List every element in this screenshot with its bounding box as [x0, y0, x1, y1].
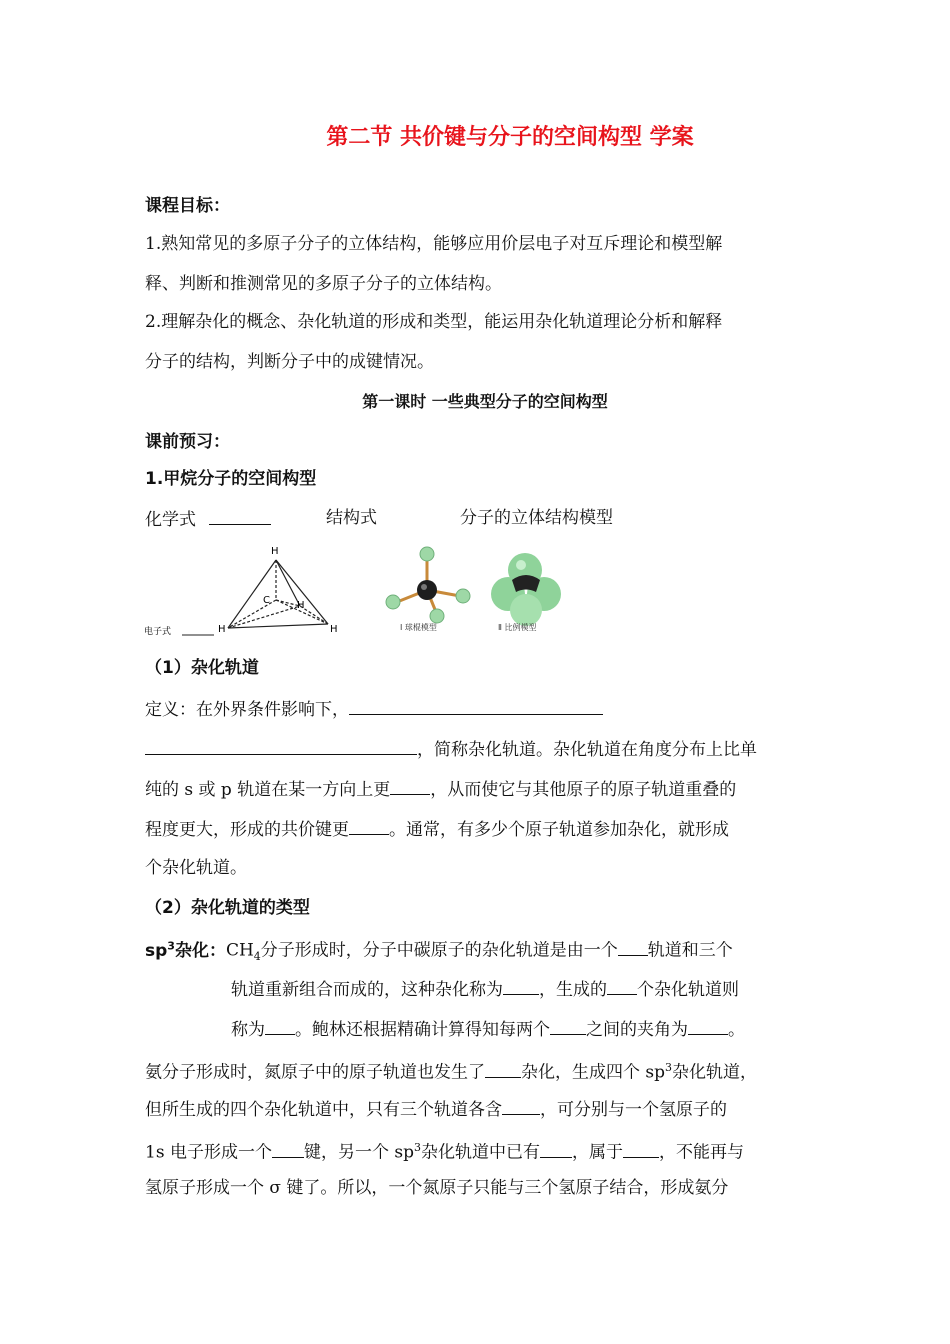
atom-label: C	[263, 595, 270, 606]
answer-blank[interactable]	[502, 1096, 540, 1115]
space-filling-model	[491, 553, 561, 626]
answer-blank[interactable]	[485, 1059, 521, 1078]
sp3-line: 轨道重新组合而成的，这种杂化称为 ，生成的 个杂化轨道则	[231, 976, 739, 1002]
definition-line: 纯的 s 或 p 轨道在某一方向上更 ，从而使它与其他原子的原子轨道重叠的	[145, 776, 736, 802]
answer-blank[interactable]	[265, 1016, 295, 1035]
preview-heading: 课前预习：	[145, 432, 230, 452]
answer-blank[interactable]	[550, 1016, 586, 1035]
answer-blank[interactable]	[349, 816, 389, 835]
space-fill-caption: Ⅱ 比例模型	[498, 623, 537, 632]
answer-blank[interactable]	[390, 776, 430, 795]
answer-blank[interactable]	[688, 1016, 728, 1035]
sp3-line: $sp^3$杂化：$CH_4$分子形成时，分子中碳原子的杂化轨道是由一个 轨道和三个	[145, 934, 733, 969]
answer-blank[interactable]	[272, 1139, 304, 1158]
ammonia-line: 氨分子形成时，氮原子中的原子轨道也发生了 杂化，生成四个 $sp^3$杂化轨道，	[145, 1056, 757, 1085]
answer-blank[interactable]	[623, 1139, 659, 1158]
answer-blank[interactable]	[349, 696, 603, 715]
sp3-line: 称为 。鲍林还根据精确计算得知每两个 之间的夹角为 。	[231, 1016, 745, 1042]
answer-blank[interactable]	[503, 976, 539, 995]
definition-line: ，简称杂化轨道。杂化轨道在角度分布上比单	[145, 736, 757, 762]
answer-blank[interactable]	[209, 506, 271, 525]
answer-blank[interactable]	[607, 976, 637, 995]
ammonia-line: 氢原子形成一个 σ 键了。所以，一个氮原子只能与三个氢原子结合，形成氨分	[145, 1178, 729, 1198]
model-label: 分子的立体结构模型	[460, 508, 613, 528]
answer-blank[interactable]	[618, 937, 648, 956]
methane-figure	[140, 540, 580, 640]
answer-blank[interactable]	[540, 1139, 572, 1158]
atom-label: H	[330, 624, 338, 635]
definition-line: 程度更大，形成的共价键更 。通常，有多少个原子轨道参加杂化，就形成	[145, 816, 729, 842]
atom-label: H	[297, 600, 305, 611]
ammonia-line: 但所生成的四个杂化轨道中，只有三个轨道各含 ，可分别与一个氢原子的	[145, 1096, 727, 1122]
atom-label: H	[271, 546, 279, 557]
definition-line: 个杂化轨道。	[145, 858, 247, 878]
lesson-title: 第一课时 一些典型分子的空间构型	[362, 392, 608, 411]
methane-heading: 1.甲烷分子的空间构型	[145, 469, 317, 489]
ball-stick-caption: Ⅰ 球棍模型	[400, 623, 437, 632]
tetrahedron-diagram	[228, 560, 328, 628]
ammonia-line: 1s 电子形成一个 键，另一个 $sp^3$杂化轨道中已有 ，属于 ，不能再与	[145, 1136, 744, 1165]
hybrid-orbital-heading: （1）杂化轨道	[145, 658, 259, 678]
objective-line: 释、判断和推测常见的多原子分子的立体结构。	[145, 274, 502, 294]
atom-label: H	[218, 624, 226, 635]
objective-line: 2.理解杂化的概念、杂化轨道的形成和类型，能运用杂化轨道理论分析和解释	[145, 312, 723, 332]
chemical-formula-label: 化学式	[145, 506, 271, 532]
page-title: 第二节 共价键与分子的空间构型 学案	[326, 125, 694, 150]
answer-blank[interactable]	[145, 736, 417, 755]
types-heading: （2）杂化轨道的类型	[145, 898, 310, 918]
ball-stick-model	[386, 547, 470, 623]
electron-formula-label: 电子式	[144, 627, 172, 637]
objectives-heading: 课程目标：	[145, 196, 230, 216]
structural-formula-label: 结构式	[326, 508, 377, 528]
definition-line: 定义：在外界条件影响下，	[145, 696, 603, 722]
objective-line: 1.熟知常见的多原子分子的立体结构，能够应用价层电子对互斥理论和模型解	[145, 234, 723, 254]
objective-line: 分子的结构，判断分子中的成键情况。	[145, 352, 434, 372]
